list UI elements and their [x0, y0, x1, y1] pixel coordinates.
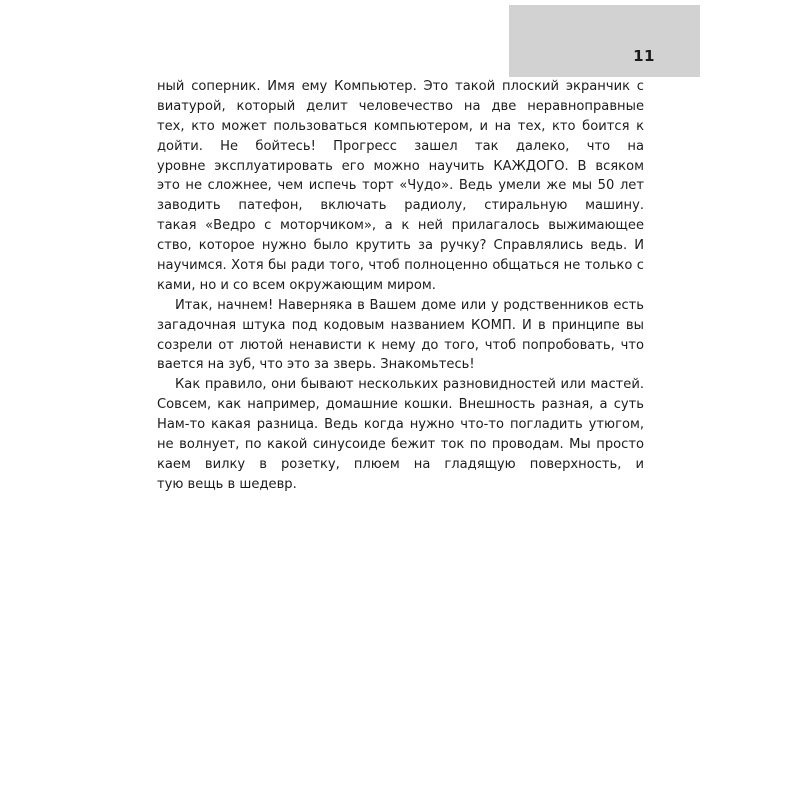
text-line: ство, которое нужно было крутить за ручку? Справлялись ведь. И: [157, 238, 644, 254]
text-line: не волнует, по какой синусоиде бежит ток по проводам. Мы просто: [157, 437, 644, 453]
text-line: Нам-то какая разница. Ведь когда нужно что-то погладить утюгом,: [157, 417, 644, 433]
page-number: 11: [633, 47, 655, 65]
text-line: вается на зуб, что это за зверь. Знакомьтесь!: [157, 357, 475, 373]
text-line: уровне эксплуатировать его можно научить КАЖДОГО. В всяком: [157, 158, 644, 174]
body-text: [157, 77, 644, 495]
text-line: тех, кто может пользоваться компьютером, и на тех, кто боится к: [157, 118, 644, 134]
text-line: Итак, начнем! Наверняка в Вашем доме или у родственников есть: [175, 297, 644, 313]
text-line: загадочная штука под кодовым названием КОМП. И в принципе вы: [157, 317, 644, 333]
text-line: ный соперник. Имя ему Компьютер. Это такой плоский экранчик с: [157, 79, 644, 94]
text-line: созрели от лютой ненависти к нему до того, чтоб попробовать, что: [157, 337, 644, 353]
page-number-tab: [509, 5, 700, 77]
text-line: это не сложнее, чем испечь торт «Чудо». Ведь умели же мы 50 лет: [157, 178, 644, 194]
text-line: тую вещь в шедевр.: [157, 476, 297, 492]
text-line: Как правило, они бывают нескольких разновидностей или мастей.: [175, 377, 644, 393]
text-line: заводить патефон, включать радиолу, стиральную машину.: [157, 198, 644, 214]
text-line: дойти. Не бойтесь! Прогресс зашел так далеко, что на: [157, 138, 644, 154]
text-line: ками, но и со всем окружающим миром.: [157, 277, 436, 293]
text-line: научимся. Хотя бы ради того, чтоб полноценно общаться не только с: [157, 258, 644, 274]
text-line: каем вилку в розетку, плюем на гладящую поверхность, и: [157, 456, 644, 472]
text-line: Совсем, как например, домашние кошки. Внешность разная, а суть: [157, 397, 644, 413]
text-line: виатурой, который делит человечество на две неравноправные: [157, 98, 644, 114]
text-line: такая «Ведро с моторчиком», а к ней прилагалось выжимающее: [157, 218, 644, 234]
